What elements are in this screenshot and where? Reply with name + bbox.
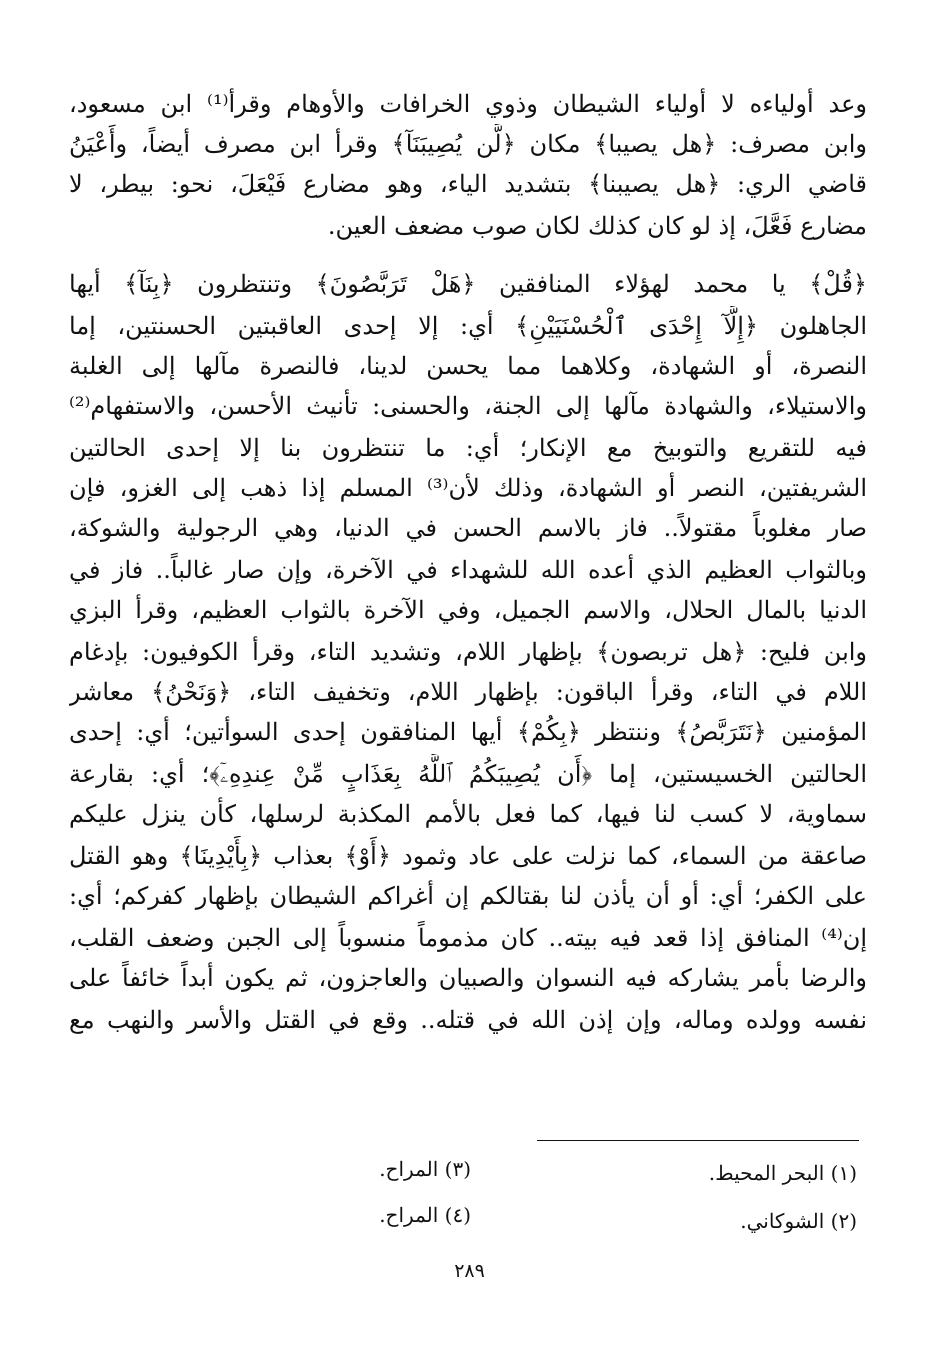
text-line: فيه للتقريع والتوبيخ مع الإنكار؛ أي: ما تنتظرون بنا إلا إحدى الحالتين [69, 434, 867, 462]
text-line: نفسه وولده وماله، وإن إذن الله في قتله.. وقع في القتل والأسر والنهب مع [69, 1006, 867, 1034]
footnote: (٣) المراح. [379, 1157, 471, 1181]
text-line: وعد أولياءه لا أولياء الشيطان وذوي الخرافات والأوهام وقرأ⁽¹⁾ ابن مسعود، [69, 90, 867, 118]
page-number: ٢٨٩ [454, 1260, 485, 1282]
text-line: صار مغلوباً مقتولاً.. فاز بالاسم الحسن في الدنيا، وهي الرجولية والشوكة، [69, 514, 867, 542]
text-line: والرضا بأمر يشاركه فيه النسوان والصبيان والعاجزون، ثم يكون أبداً خائفاً على [69, 964, 867, 992]
text-line: وابن فليح: ﴿هل تربصون﴾ بإظهار اللام، وتشديد التاء، وقرأ الكوفيون: بإدغام [69, 638, 867, 666]
text-line: قاضي الري: ﴿هل يصيبنا﴾ بتشديد الياء، وهو مضارع فَيْعَلَ، نحو: بيطر، لا [69, 170, 867, 198]
text-line: والاستيلاء، والشهادة مآلها إلى الجنة، والحسنى: تأنيث الأحسن، والاستفهام⁽²⁾ [69, 392, 867, 420]
text-line: ﴿قُلْ﴾ يا محمد لهؤلاء المنافقين ﴿هَلْ تَرَبَّصُونَ﴾ وتنتظرون ﴿بِنَآ﴾ أيها [69, 270, 867, 298]
text-line: إن⁽⁴⁾ المنافق إذا قعد فيه بيته.. كان مذموماً منسوباً إلى الجبن وضعف القلب، [69, 924, 867, 952]
text-line: مضارع فَعَّلَ، إذ لو كان كذلك لكان صوب مضعف العين. [327, 212, 867, 240]
text-line: الشريفتين، النصر أو الشهادة، وذلك لأن⁽³⁾ المسلم إذا ذهب إلى الغزو، فإن [69, 474, 867, 502]
footnote-divider [537, 1140, 859, 1141]
text-line: وبالثواب العظيم الذي أعده الله للشهداء في الآخرة، وإن صار غالباً.. فاز في [69, 556, 867, 584]
text-line: الحالتين الخسيستين، إما ﴿أَن يُصِيبَكُمُ ٱللَّهُ بِعَذَابٍ مِّنْ عِندِهِۦٓ﴾؛ أي: بقارعة [69, 760, 867, 788]
text-line: صاعقة من السماء، كما نزلت على عاد وثمود ﴿أَوْ﴾ بعذاب ﴿بِأَيْدِينَا﴾ وهو القتل [69, 842, 867, 870]
text-line: النصرة، أو الشهادة، وكلاهما مما يحسن لدينا، فالنصرة مآلها إلى الغلبة [69, 352, 867, 380]
footnote: (١) البحر المحيط. [708, 1161, 857, 1185]
text-line: الدنيا بالمال الحلال، والاسم الجميل، وفي الآخرة بالثواب العظيم، وقرأ البزي [69, 596, 867, 624]
footnote: (٤) المراح. [379, 1203, 471, 1227]
text-line: اللام في التاء، وقرأ الباقون: بإظهار اللام، وتخفيف التاء، ﴿وَنَحْنُ﴾ معاشر [69, 678, 867, 706]
text-line: سماوية، لا كسب لنا فيها، كما فعل بالأمم المكذبة لرسلها، كأن ينزل عليكم [69, 800, 867, 828]
text-line: المؤمنين ﴿نَتَرَبَّصُ﴾ وننتظر ﴿بِكُمْ﴾ أيها المنافقون إحدى السوأتين؛ أي: إحدى [69, 718, 867, 746]
text-line: وابن مصرف: ﴿هل يصيبا﴾ مكان ﴿لَّن يُصِيبَنَآ﴾ وقرأ ابن مصرف أيضاً، وأَعْيَنُ [69, 130, 867, 158]
text-line: على الكفر؛ أي: أو أن يأذن لنا بقتالكم إن أغراكم الشيطان بإظهار كفركم؛ أي: [69, 882, 867, 910]
footnote: (٢) الشوكاني. [740, 1209, 857, 1233]
text-line [69, 1042, 867, 1082]
text-line: الجاهلون ﴿إِلَّآ إِحْدَى ٱلْحُسْنَيَيْنِ﴾ أي: إلا إحدى العاقبتين الحسنتين، إما [69, 312, 867, 340]
